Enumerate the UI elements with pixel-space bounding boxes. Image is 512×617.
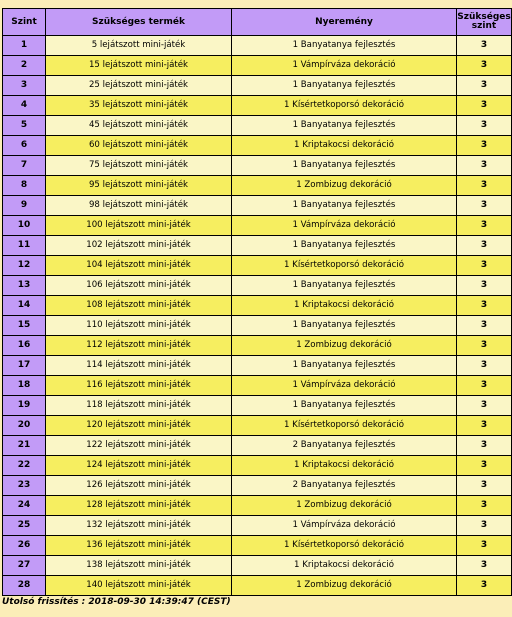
level-cell: 5 — [3, 116, 46, 136]
level-cell: 9 — [3, 196, 46, 216]
required-product-cell: 118 lejátszott mini-játék — [46, 396, 232, 416]
required-product-cell: 106 lejátszott mini-játék — [46, 276, 232, 296]
required-level-cell: 3 — [457, 56, 512, 76]
required-level-cell: 3 — [457, 276, 512, 296]
level-cell: 23 — [3, 476, 46, 496]
table-row — [3, 336, 512, 356]
level-cell: 6 — [3, 136, 46, 156]
level-cell: 25 — [3, 516, 46, 536]
rewards-table — [2, 8, 512, 596]
level-cell: 11 — [3, 236, 46, 256]
required-product-cell: 25 lejátszott mini-játék — [46, 76, 232, 96]
level-cell: 10 — [3, 216, 46, 236]
level-cell: 1 — [3, 36, 46, 56]
required-level-cell: 3 — [457, 356, 512, 376]
required-product-cell: 116 lejátszott mini-játék — [46, 376, 232, 396]
table-row — [3, 376, 512, 396]
required-product-cell: 100 lejátszott mini-játék — [46, 216, 232, 236]
level-cell: 17 — [3, 356, 46, 376]
required-product-cell: 124 lejátszott mini-játék — [46, 456, 232, 476]
required-product-cell: 136 lejátszott mini-játék — [46, 536, 232, 556]
required-product-cell: 126 lejátszott mini-játék — [46, 476, 232, 496]
table-row — [3, 176, 512, 196]
prize-cell: 1 Kriptakocsi dekoráció — [232, 456, 457, 476]
required-product-cell: 128 lejátszott mini-játék — [46, 496, 232, 516]
table-row — [3, 296, 512, 316]
table-row — [3, 236, 512, 256]
required-level-cell: 3 — [457, 516, 512, 536]
level-cell: 21 — [3, 436, 46, 456]
level-cell: 2 — [3, 56, 46, 76]
table-row — [3, 156, 512, 176]
level-cell: 14 — [3, 296, 46, 316]
prize-cell: 1 Vámpírváza dekoráció — [232, 56, 457, 76]
required-level-cell: 3 — [457, 256, 512, 276]
required-level-cell: 3 — [457, 116, 512, 136]
prize-cell: 1 Zombizug dekoráció — [232, 176, 457, 196]
prize-cell: 2 Banyatanya fejlesztés — [232, 436, 457, 456]
prize-cell: 1 Kísértetkoporsó dekoráció — [232, 416, 457, 436]
required-level-cell: 3 — [457, 36, 512, 56]
table-row — [3, 216, 512, 236]
prize-cell: 1 Banyatanya fejlesztés — [232, 196, 457, 216]
prize-cell: 1 Zombizug dekoráció — [232, 336, 457, 356]
last-updated: Utolsó frissítés : 2018-09-30 14:39:47 (CEST) — [2, 597, 231, 607]
required-level-cell: 3 — [457, 536, 512, 556]
header-required-level-line2: szint — [471, 21, 497, 31]
required-level-cell: 3 — [457, 436, 512, 456]
header-required-product: Szükséges termék — [46, 9, 232, 36]
required-level-cell: 3 — [457, 176, 512, 196]
prize-cell: 1 Banyatanya fejlesztés — [232, 36, 457, 56]
required-level-cell: 3 — [457, 216, 512, 236]
prize-cell: 1 Kísértetkoporsó dekoráció — [232, 96, 457, 116]
header-prize: Nyeremény — [232, 9, 457, 36]
required-level-cell: 3 — [457, 456, 512, 476]
required-product-cell: 98 lejátszott mini-játék — [46, 196, 232, 216]
prize-cell: 1 Kriptakocsi dekoráció — [232, 296, 457, 316]
required-product-cell: 140 lejátszott mini-játék — [46, 576, 232, 596]
level-cell: 24 — [3, 496, 46, 516]
table-row — [3, 116, 512, 136]
header-required-level-line1: Szükséges — [457, 12, 511, 22]
level-cell: 7 — [3, 156, 46, 176]
level-cell: 3 — [3, 76, 46, 96]
level-cell: 13 — [3, 276, 46, 296]
prize-cell: 1 Banyatanya fejlesztés — [232, 276, 457, 296]
prize-cell: 1 Kriptakocsi dekoráció — [232, 556, 457, 576]
level-cell: 12 — [3, 256, 46, 276]
required-level-cell: 3 — [457, 496, 512, 516]
level-cell: 20 — [3, 416, 46, 436]
required-level-cell: 3 — [457, 96, 512, 116]
required-level-cell: 3 — [457, 576, 512, 596]
table-row — [3, 76, 512, 96]
required-product-cell: 95 lejátszott mini-játék — [46, 176, 232, 196]
table-row — [3, 136, 512, 156]
required-level-cell: 3 — [457, 76, 512, 96]
table-row — [3, 276, 512, 296]
level-cell: 22 — [3, 456, 46, 476]
prize-cell: 1 Banyatanya fejlesztés — [232, 316, 457, 336]
required-level-cell: 3 — [457, 196, 512, 216]
required-product-cell: 110 lejátszott mini-játék — [46, 316, 232, 336]
required-product-cell: 132 lejátszott mini-játék — [46, 516, 232, 536]
table-row — [3, 56, 512, 76]
required-product-cell: 35 lejátszott mini-játék — [46, 96, 232, 116]
level-cell: 18 — [3, 376, 46, 396]
table-row — [3, 576, 512, 596]
required-product-cell: 120 lejátszott mini-játék — [46, 416, 232, 436]
prize-cell: 1 Banyatanya fejlesztés — [232, 156, 457, 176]
required-level-cell: 3 — [457, 156, 512, 176]
prize-cell: 1 Banyatanya fejlesztés — [232, 116, 457, 136]
table-row — [3, 536, 512, 556]
required-product-cell: 60 lejátszott mini-játék — [46, 136, 232, 156]
table-row — [3, 256, 512, 276]
required-product-cell: 108 lejátszott mini-játék — [46, 296, 232, 316]
required-product-cell: 75 lejátszott mini-játék — [46, 156, 232, 176]
required-level-cell: 3 — [457, 236, 512, 256]
level-cell: 28 — [3, 576, 46, 596]
table-row — [3, 416, 512, 436]
required-product-cell: 104 lejátszott mini-játék — [46, 256, 232, 276]
required-level-cell: 3 — [457, 416, 512, 436]
required-product-cell: 15 lejátszott mini-játék — [46, 56, 232, 76]
prize-cell: 1 Banyatanya fejlesztés — [232, 236, 457, 256]
level-cell: 15 — [3, 316, 46, 336]
required-level-cell: 3 — [457, 336, 512, 356]
required-level-cell: 3 — [457, 376, 512, 396]
header-row — [3, 9, 512, 36]
prize-cell: 1 Vámpírváza dekoráció — [232, 516, 457, 536]
table-row — [3, 436, 512, 456]
required-product-cell: 112 lejátszott mini-játék — [46, 336, 232, 356]
required-product-cell: 5 lejátszott mini-játék — [46, 36, 232, 56]
table-row — [3, 96, 512, 116]
prize-cell: 1 Banyatanya fejlesztés — [232, 76, 457, 96]
prize-cell: 1 Kísértetkoporsó dekoráció — [232, 536, 457, 556]
table-row — [3, 316, 512, 336]
prize-cell: 1 Vámpírváza dekoráció — [232, 376, 457, 396]
prize-cell: 1 Kísértetkoporsó dekoráció — [232, 256, 457, 276]
level-cell: 27 — [3, 556, 46, 576]
level-cell: 26 — [3, 536, 46, 556]
prize-cell: 1 Zombizug dekoráció — [232, 496, 457, 516]
required-level-cell: 3 — [457, 136, 512, 156]
table-row — [3, 456, 512, 476]
required-product-cell: 138 lejátszott mini-játék — [46, 556, 232, 576]
table-row — [3, 196, 512, 216]
required-level-cell: 3 — [457, 396, 512, 416]
prize-cell: 2 Banyatanya fejlesztés — [232, 476, 457, 496]
header-required-level — [457, 9, 512, 36]
level-cell: 19 — [3, 396, 46, 416]
table-row — [3, 516, 512, 536]
prize-cell: 1 Vámpírváza dekoráció — [232, 216, 457, 236]
level-cell: 4 — [3, 96, 46, 116]
required-product-cell: 114 lejátszott mini-játék — [46, 356, 232, 376]
required-level-cell: 3 — [457, 476, 512, 496]
table-row — [3, 556, 512, 576]
required-product-cell: 45 lejátszott mini-játék — [46, 116, 232, 136]
table-row — [3, 36, 512, 56]
table-row — [3, 396, 512, 416]
required-level-cell: 3 — [457, 296, 512, 316]
header-level: Szint — [3, 9, 46, 36]
table-row — [3, 496, 512, 516]
table-body — [3, 36, 512, 596]
table-row — [3, 476, 512, 496]
required-level-cell: 3 — [457, 316, 512, 336]
level-cell: 8 — [3, 176, 46, 196]
prize-cell: 1 Banyatanya fejlesztés — [232, 356, 457, 376]
required-product-cell: 102 lejátszott mini-játék — [46, 236, 232, 256]
prize-cell: 1 Banyatanya fejlesztés — [232, 396, 457, 416]
prize-cell: 1 Kriptakocsi dekoráció — [232, 136, 457, 156]
required-level-cell: 3 — [457, 556, 512, 576]
prize-cell: 1 Zombizug dekoráció — [232, 576, 457, 596]
table-row — [3, 356, 512, 376]
level-cell: 16 — [3, 336, 46, 356]
required-product-cell: 122 lejátszott mini-játék — [46, 436, 232, 456]
